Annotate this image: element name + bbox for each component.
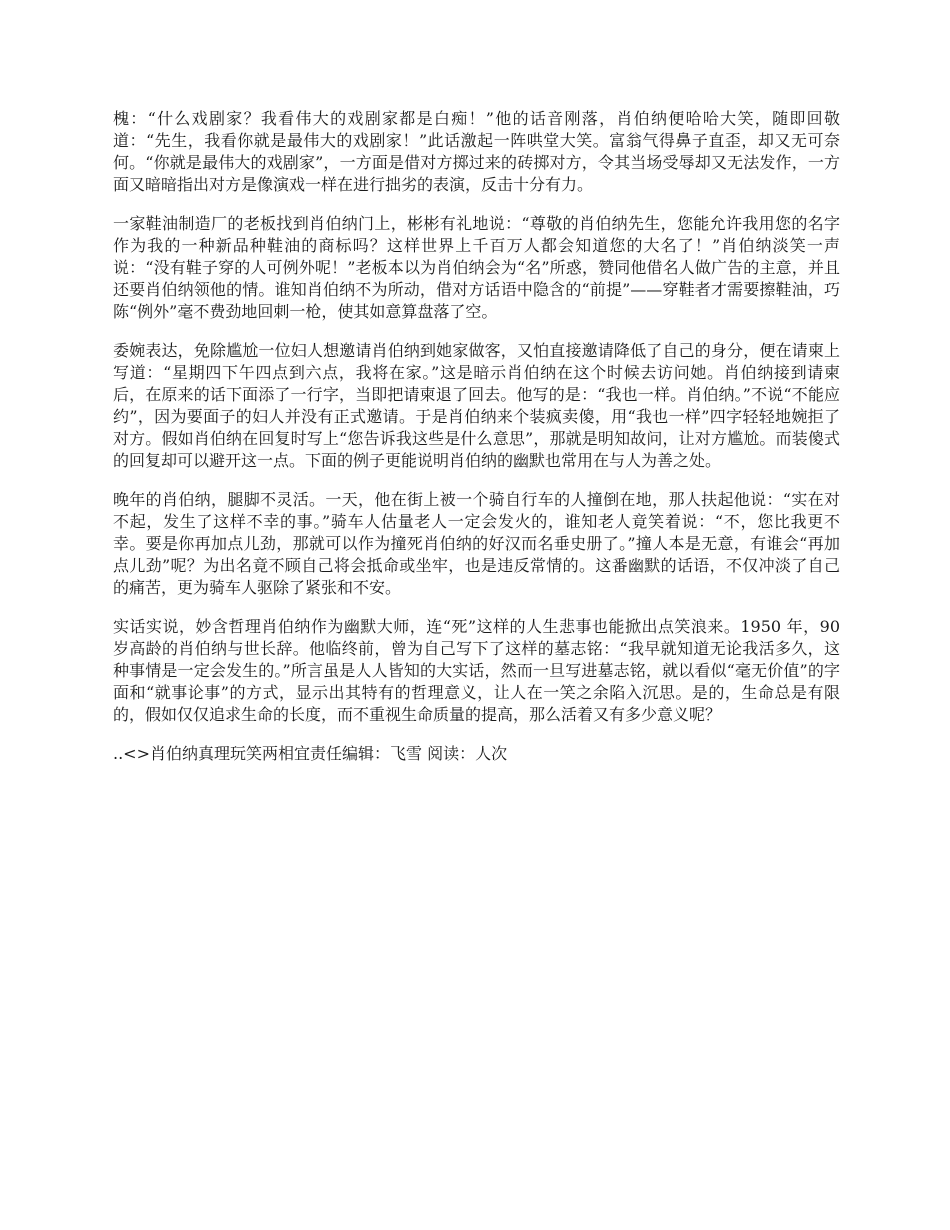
article-footer: ..<>肖伯纳真理玩笑两相宜责任编辑：飞雪 阅读：人次 xyxy=(113,744,508,763)
article-paragraph: 槐：“什么戏剧家？我看伟大的戏剧家都是白痴！”他的话音刚落，肖伯纳便哈哈大笑，随即回敬道：“先生，我看你就是最伟大的戏剧家！”此话激起一阵哄堂大笑。富翁气得鼻子直歪，却又无可奈何。“你就是最伟大的戏剧家”，一方面是借对方掷过来的砖掷对方，令其当场受辱却又无法发作，一方面又暗暗指出对方是像演戏一样在进行拙劣的表演，反击十分有力。 xyxy=(113,109,840,194)
article-body xyxy=(113,108,840,765)
article-paragraph: 委婉表达，免除尴尬一位妇人想邀请肖伯纳到她家做客，又怕直接邀请降低了自己的身分，便在请柬上写道：“星期四下午四点到六点，我将在家。”这是暗示肖伯纳在这个时候去访问她。肖伯纳接到请柬后，在原来的话下面添了一行字，当即把请柬退了回去。他写的是：“我也一样。肖伯纳。”不说“不能应约”，因为要面子的妇人并没有正式邀请。于是肖伯纳来个装疯卖傻，用“我也一样”四字轻轻地婉拒了对方。假如肖伯纳在回复时写上“您告诉我这些是什么意思”，那就是明知故问，让对方尴尬。而装傻式的回复却可以避开这一点。下面的例子更能说明肖伯纳的幽默也常用在与人为善之处。 xyxy=(113,341,840,470)
article-paragraph: 一家鞋油制造厂的老板找到肖伯纳门上，彬彬有礼地说：“尊敬的肖伯纳先生，您能允许我用您的名字作为我的一种新品种鞋油的商标吗？这样世界上千百万人都会知道您的大名了！”肖伯纳淡笑一声说：“没有鞋子穿的人可例外呢！”老板本以为肖伯纳会为“名”所惑，赞同他借名人做广告的主意，并且还要肖伯纳领他的情。谁知肖伯纳不为所动，借对方话语中隐含的“前提”——穿鞋者才需要擦鞋油，巧陈“例外”毫不费劲地回刺一枪，使其如意算盘落了空。 xyxy=(113,214,840,321)
article-paragraph: 晚年的肖伯纳，腿脚不灵活。一天，他在街上被一个骑自行车的人撞倒在地，那人扶起他说：“实在对不起，发生了这样不幸的事。”骑车人估量老人一定会发火的，谁知老人竟笑着说：“不，您比我更不幸。要是你再加点儿劲，那就可以作为撞死肖伯纳的好汉而名垂史册了。”撞人本是无意，有谁会“再加点儿劲”呢？为出名竟不顾自己将会抵命或坐牢，也是违反常情的。这番幽默的话语，不仅冲淡了自己的痛苦，更为骑车人驱除了紧张和不安。 xyxy=(113,490,840,597)
article-paragraph: 实话实说，妙含哲理肖伯纳作为幽默大师，连“死”这样的人生悲事也能掀出点笑浪来。1950 年，90 岁高龄的肖伯纳与世长辞。他临终前，曾为自己写下了这样的墓志铭：“我早就知道无论我活多久，这种事情是一定会发生的。”所言虽是人人皆知的大实话，然而一旦写进墓志铭，就以看似“毫无价值”的字面和“就事论事”的方式，显示出其特有的哲理意义，让人在一笑之余陷入沉思。是的，生命总是有限的，假如仅仅追求生命的长度，而不重视生命质量的提高，那么活着又有多少意义呢？ xyxy=(113,617,840,724)
